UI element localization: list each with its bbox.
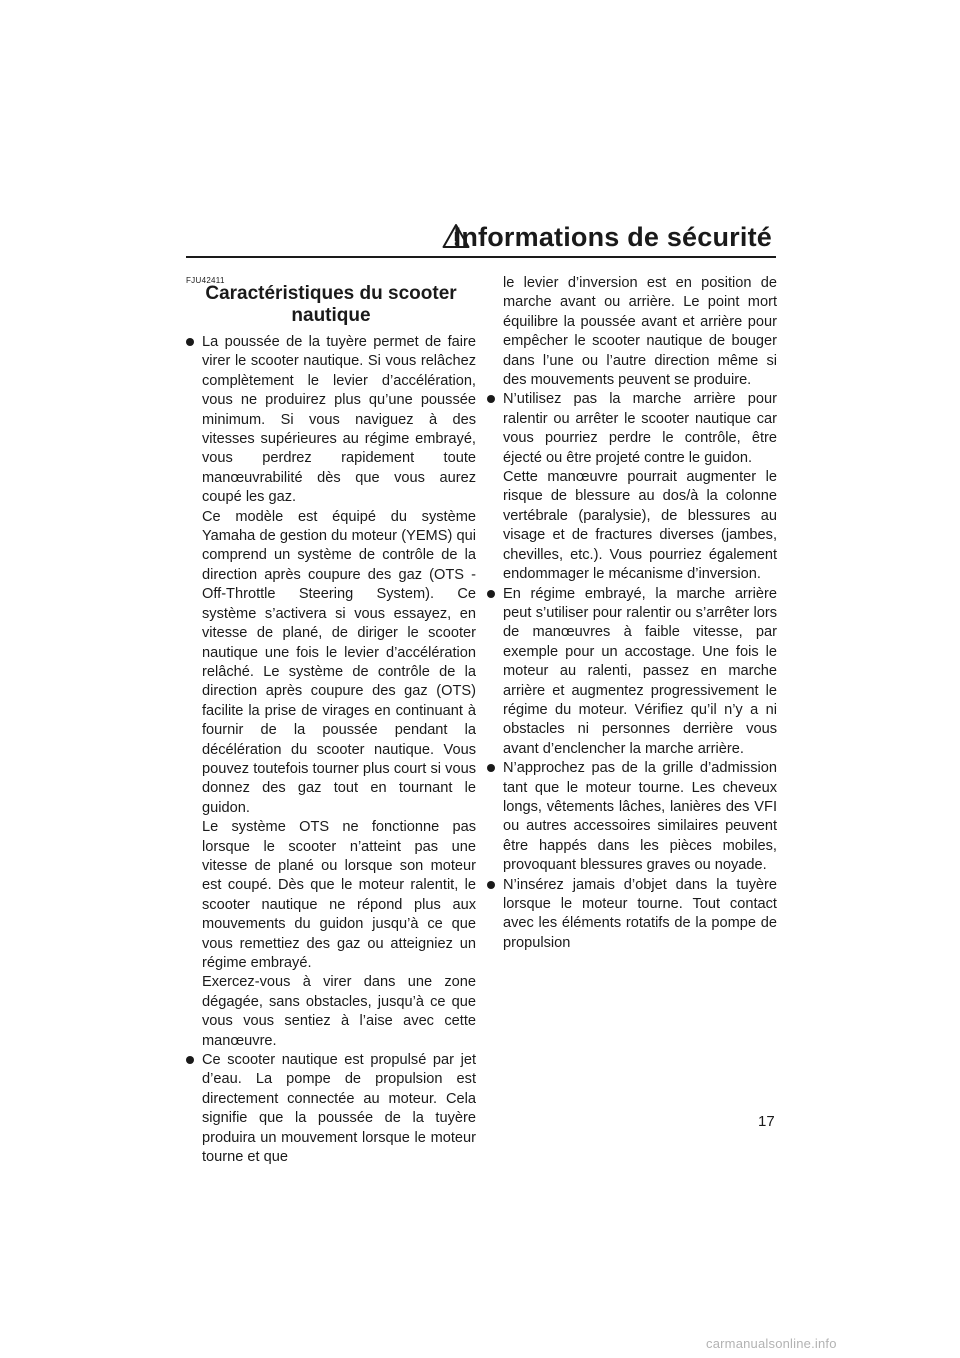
paragraph: le levier d’inversion est en position de marche avant ou arrière. Le point mort équilibre la poussée avant et arrière pour empêcher le scooter nautique de bouger dans l’une ou l’autre direction même si des mouvements peuvent se produire. xyxy=(503,275,777,389)
paragraph: Ce modèle est équipé du système Yamaha de gestion du moteur (YEMS) qui comprend un système de contrôle de la direction après coupure des gaz (OTS - Off-Throttle Steering System). Ce système s’activera si vous essayez, en vitesse de plané, de diriger le scooter nautique une fois le levier d’accélération relâché. Le système de contrôle de la direction après coupure des gaz (OTS) facilite la prise de virages en continuant à fournir de la poussée pendant la décélération du scooter nautique. Vous pouvez toutefois tourner plus court si vous donnez des gaz tout en tournant le guidon. xyxy=(202,508,476,816)
paragraph: N’utilisez pas la marche arrière pour ralentir ou arrêter le scooter nautique car vous pourriez perdre le contrôle, être éjecté ou être projeté contre le guidon. xyxy=(503,391,777,466)
section-title xyxy=(186,283,476,327)
right-column xyxy=(487,274,777,953)
paragraph: La poussée de la tuyère permet de faire virer le scooter nautique. Si vous relâchez complètement le levier d’accélération, vous ne produirez plus qu’une poussée minimum. Si vous naviguez à des vitesses supérieures au régime embrayé, vous perdrez rapidement toute manœuvrabilité dès que vous aurez coupé les gaz. xyxy=(202,334,476,506)
paragraph: Le système OTS ne fonctionne pas lorsque le scooter n’atteint pas une vitesse de plané ou lorsque son moteur est coupé. Dès que le moteur ralentit, le scooter nautique ne répond plus aux mouvements du guidon jusqu’à ce que vous remettiez des gaz ou atteigniez un régime embrayé. xyxy=(202,819,476,971)
section-code: FJU42411 xyxy=(186,276,225,285)
bullet-icon xyxy=(487,590,495,598)
left-column xyxy=(186,283,476,1167)
bullet-icon xyxy=(186,338,194,346)
paragraph: N’approchez pas de la grille d’admission tant que le moteur tourne. Les cheveux longs, vêtements lâches, lanières des VFI ou autres accessoires similaires peuvent être happés dans les pièces mobiles, provoquant blessures graves ou noyade. xyxy=(503,760,777,874)
list-item xyxy=(186,1051,476,1167)
list-item-continued xyxy=(487,274,777,390)
paragraph: Exercez-vous à virer dans une zone dégagée, sans obstacles, jusqu’à ce que vous vous sentiez à l’aise avec cette manœuvre. xyxy=(202,974,476,1049)
list-item xyxy=(487,585,777,760)
bullet-icon xyxy=(186,1056,194,1064)
page-header xyxy=(186,222,776,258)
page-number: 17 xyxy=(758,1113,775,1130)
paragraph: N’insérez jamais d’objet dans la tuyère lorsque le moteur tourne. Tout contact avec les éléments rotatifs de la pompe de propulsion xyxy=(503,876,777,951)
section-title-line2: nautique xyxy=(291,305,371,326)
bullet-icon xyxy=(487,881,495,889)
footer-watermark-url[interactable]: carmanualsonline.info xyxy=(706,1336,837,1351)
header-title: Informations de sécurité xyxy=(453,222,772,252)
paragraph: Cette manœuvre pourrait augmenter le risque de blessure au dos/à la colonne vertébrale (paralysie), de blessures au visage et de fractures diverses (jambes, chevilles, etc.). Vous pourriez également endommager le mécanisme d’inversion. xyxy=(503,469,777,583)
list-item xyxy=(186,333,476,1051)
list-item xyxy=(487,876,777,954)
paragraph: En régime embrayé, la marche arrière peut s’utiliser pour ralentir ou s’arrêter lors de manœuvres à faible vitesse, par exemple pour un accostage. Une fois le moteur au ralenti, passez en marche arrière et augmentez progressivement le régime du moteur. Vérifiez qu’il n’y a ni obstacles ni personnes derrière vous avant d’enclencher la marche arrière. xyxy=(503,585,777,757)
list-item xyxy=(487,759,777,875)
bullet-icon xyxy=(487,395,495,403)
bullet-icon xyxy=(487,764,495,772)
section-title-line1: Caractéristiques du scooter xyxy=(205,283,457,304)
list-item xyxy=(487,390,777,584)
paragraph: Ce scooter nautique est propulsé par jet d’eau. La pompe de propulsion est directement connectée au moteur. Cela signifie que la poussée de la tuyère produira un mouvement lorsque le moteur tourne et que xyxy=(202,1052,476,1166)
